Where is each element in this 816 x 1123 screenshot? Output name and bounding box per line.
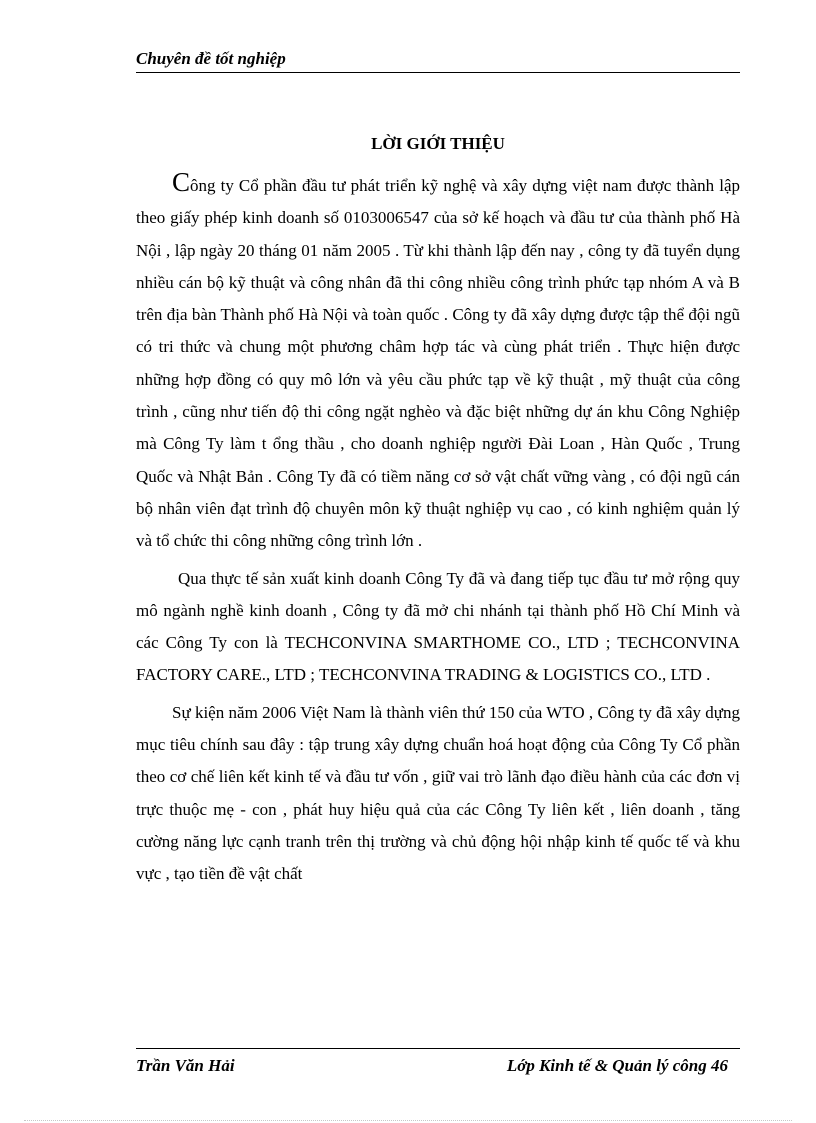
page-header	[136, 48, 740, 73]
paragraph-wto: Sự kiện năm 2006 Việt Nam là thành viên thứ 150 của WTO , Công ty đã xây dựng mục tiêu chính sau đây : tập trung xây dựng chuẩn hoá hoạt động của Công Ty Cổ phần theo cơ chế liên kết kinh tế và đầu tư vốn , giữ vai trò lãnh đạo điều hành của các đơn vị trực thuộc mẹ - con , phát huy hiệu quả của các Công Ty liên kết , liên doanh , tăng cường năng lực cạnh tranh trên thị trường và chủ động hội nhập kinh tế quốc tế và khu vực , tạo tiền đề vật chất	[136, 702, 740, 884]
document-body	[136, 167, 740, 891]
footer-author: Trần Văn Hải	[136, 1056, 235, 1075]
paragraph-expansion: Qua thực tế sản xuất kinh doanh Công Ty đã và đang tiếp tục đầu tư mở rộng quy mô ngành nghề kinh doanh , Công ty đã mở chi nhánh tại thành phố Hồ Chí Minh và các Công Ty con là TECHCONVINA SMARTHOME CO., LTD ; TECHCONVINA FACTORY CARE., LTD ; TECHCONVINA TRADING & LOGISTICS CO., LTD .	[136, 568, 740, 685]
paragraph-intro	[136, 167, 740, 558]
dropcap-letter: C	[172, 167, 191, 197]
paragraph-intro-text: ông ty Cổ phần đầu tư phát triển kỹ nghệ và xây dựng việt nam được thành lập theo giấy phép kinh doanh số 0103006547 của sở kế hoạch và đầu tư của thành phố Hà Nội , lập ngày 20 tháng 01 năm 2005 . Từ khi thành lập đến nay , công ty đã tuyển dụng nhiều cán bộ kỹ thuật và công nhân đã thi công nhiều công trình phức tạp nhóm A và B trên địa bàn Thành phố Hà Nội và toàn quốc . Công ty đã xây dựng được tập thể đội ngũ có tri thức và chung một phương châm hợp tác và cùng phát triển . Thực hiện được những hợp đồng có quy mô lớn và yêu cầu phức tạp về kỹ thuật , mỹ thuật của công trình , cũng như tiến độ thi công ngặt nghèo và đặc biệt những dự án khu Công Nghiệp mà Công Ty làm t ổng thầu , cho doanh nghiệp người Đài Loan , Hàn Quốc , Trung Quốc và Nhật Bản . Công Ty đã có tiềm năng cơ sở vật chất vững vàng , có đội ngũ cán bộ nhân viên đạt trình độ chuyên môn kỹ thuật nghiệp vụ cao , có kinh nghiệm quản lý và tổ chức thi công những công trình lớn .	[136, 176, 740, 551]
page-title: LỜI GIỚI THIỆU	[371, 134, 505, 153]
page-footer	[136, 1048, 740, 1077]
page-bottom-divider	[24, 1120, 792, 1121]
footer-class: Lớp Kinh tế & Quản lý công 46	[506, 1056, 728, 1075]
header-title: Chuyên đề tốt nghiệp	[136, 49, 286, 68]
